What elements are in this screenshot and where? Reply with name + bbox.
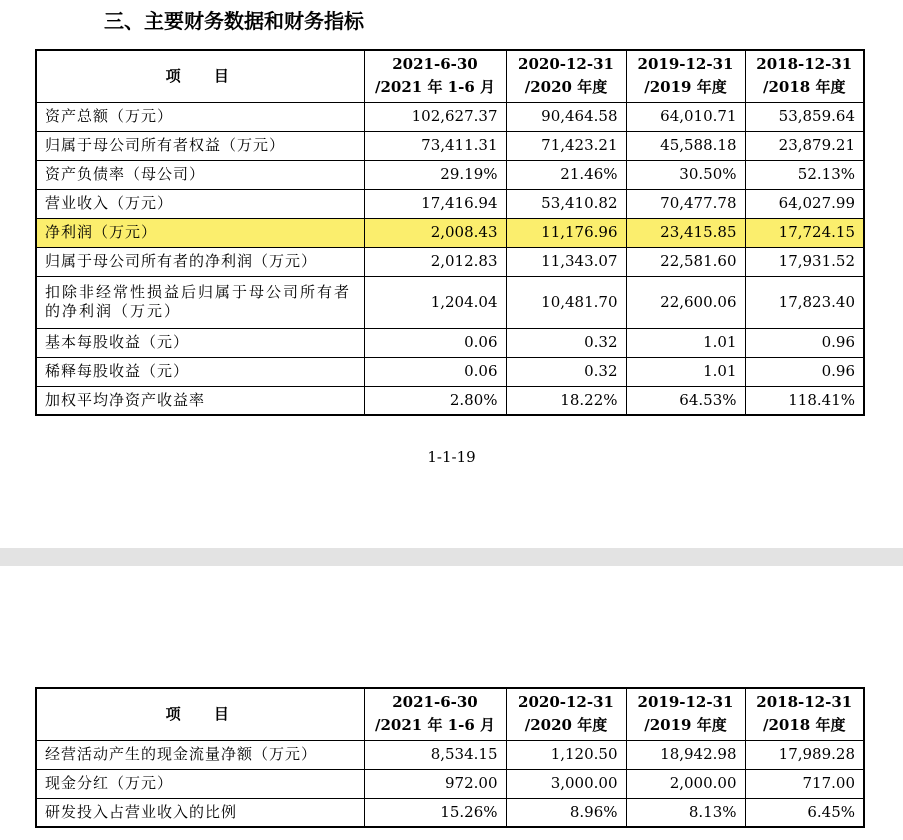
period-date: 2019-12-31 bbox=[637, 693, 734, 712]
period-label: /2018 年度 bbox=[763, 716, 846, 735]
period-label: /2020 年度 bbox=[524, 716, 608, 735]
cell-value: 2,012.83 bbox=[364, 247, 506, 276]
cell-value: 0.96 bbox=[745, 328, 864, 357]
cell-value: 10,481.70 bbox=[506, 276, 626, 328]
cell-value: 64.53% bbox=[626, 386, 745, 415]
period-date: 2018-12-31 bbox=[756, 693, 853, 712]
period-label: /2019 年度 bbox=[644, 78, 727, 97]
cell-value: 1.01 bbox=[626, 357, 745, 386]
column-header-item: 项 目 bbox=[36, 50, 364, 102]
table-row bbox=[36, 798, 864, 827]
column-header-2020 bbox=[506, 50, 626, 102]
cell-value: 972.00 bbox=[364, 769, 506, 798]
column-header-2021h1 bbox=[364, 688, 506, 740]
column-header-2021h1 bbox=[364, 50, 506, 102]
cell-value: 53,859.64 bbox=[745, 102, 864, 131]
period-label: /2021 年 1-6 月 bbox=[375, 716, 495, 735]
cell-value: 73,411.31 bbox=[364, 131, 506, 160]
cell-value: 15.26% bbox=[364, 798, 506, 827]
table-header-row bbox=[36, 50, 864, 102]
cell-value: 17,724.15 bbox=[745, 218, 864, 247]
row-label: 归属于母公司所有者的净利润（万元） bbox=[36, 247, 364, 276]
table-row bbox=[36, 131, 864, 160]
cell-value: 8,534.15 bbox=[364, 740, 506, 769]
cell-value: 23,415.85 bbox=[626, 218, 745, 247]
cell-value: 52.13% bbox=[745, 160, 864, 189]
cell-value: 8.13% bbox=[626, 798, 745, 827]
column-header-2019 bbox=[626, 50, 745, 102]
table-row bbox=[36, 357, 864, 386]
cell-value: 17,823.40 bbox=[745, 276, 864, 328]
cell-value: 1.01 bbox=[626, 328, 745, 357]
row-label: 扣除非经常性损益后归属于母公司所有者的净利润（万元） bbox=[36, 276, 364, 328]
period-date: 2021-6-30 bbox=[392, 693, 478, 712]
cell-value: 53,410.82 bbox=[506, 189, 626, 218]
cell-value: 71,423.21 bbox=[506, 131, 626, 160]
row-label: 净利润（万元） bbox=[36, 218, 364, 247]
cell-value: 90,464.58 bbox=[506, 102, 626, 131]
section-title: 三、主要财务数据和财务指标 bbox=[104, 9, 364, 33]
table-header-row bbox=[36, 688, 864, 740]
row-label: 资产负债率（母公司） bbox=[36, 160, 364, 189]
cell-value: 70,477.78 bbox=[626, 189, 745, 218]
period-date: 2018-12-31 bbox=[756, 55, 853, 74]
row-label: 现金分红（万元） bbox=[36, 769, 364, 798]
cell-value: 29.19% bbox=[364, 160, 506, 189]
cell-value: 45,588.18 bbox=[626, 131, 745, 160]
financial-indicators-table bbox=[35, 49, 865, 416]
cell-value: 21.46% bbox=[506, 160, 626, 189]
period-label: /2021 年 1-6 月 bbox=[375, 78, 495, 97]
cell-value: 0.32 bbox=[506, 357, 626, 386]
cell-value: 6.45% bbox=[745, 798, 864, 827]
row-label: 营业收入（万元） bbox=[36, 189, 364, 218]
cell-value: 17,416.94 bbox=[364, 189, 506, 218]
cell-value: 118.41% bbox=[745, 386, 864, 415]
cell-value: 30.50% bbox=[626, 160, 745, 189]
cell-value: 0.32 bbox=[506, 328, 626, 357]
table-row bbox=[36, 160, 864, 189]
table-row-highlighted bbox=[36, 218, 864, 247]
cell-value: 1,120.50 bbox=[506, 740, 626, 769]
column-header-2018 bbox=[745, 688, 864, 740]
column-header-item: 项 目 bbox=[36, 688, 364, 740]
column-header-2019 bbox=[626, 688, 745, 740]
cell-value: 102,627.37 bbox=[364, 102, 506, 131]
cell-value: 2,008.43 bbox=[364, 218, 506, 247]
table-row bbox=[36, 386, 864, 415]
table-row bbox=[36, 189, 864, 218]
table-row bbox=[36, 740, 864, 769]
period-label: /2018 年度 bbox=[763, 78, 846, 97]
cell-value: 2,000.00 bbox=[626, 769, 745, 798]
cell-value: 0.06 bbox=[364, 357, 506, 386]
period-date: 2019-12-31 bbox=[637, 55, 734, 74]
period-date: 2021-6-30 bbox=[392, 55, 478, 74]
table-row bbox=[36, 102, 864, 131]
column-header-2020 bbox=[506, 688, 626, 740]
cell-value: 22,600.06 bbox=[626, 276, 745, 328]
cell-value: 717.00 bbox=[745, 769, 864, 798]
cell-value: 1,204.04 bbox=[364, 276, 506, 328]
table-row bbox=[36, 769, 864, 798]
period-label: /2020 年度 bbox=[524, 78, 608, 97]
table-row bbox=[36, 276, 864, 328]
table-row bbox=[36, 328, 864, 357]
cell-value: 0.96 bbox=[745, 357, 864, 386]
table-row bbox=[36, 247, 864, 276]
row-label: 研发投入占营业收入的比例 bbox=[36, 798, 364, 827]
column-header-2018 bbox=[745, 50, 864, 102]
period-date: 2020-12-31 bbox=[518, 693, 614, 712]
row-label: 归属于母公司所有者权益（万元） bbox=[36, 131, 364, 160]
cell-value: 3,000.00 bbox=[506, 769, 626, 798]
cell-value: 11,176.96 bbox=[506, 218, 626, 247]
document-page-2 bbox=[0, 566, 903, 840]
period-label: /2019 年度 bbox=[644, 716, 727, 735]
cell-value: 64,010.71 bbox=[626, 102, 745, 131]
cell-value: 2.80% bbox=[364, 386, 506, 415]
page-separator bbox=[0, 548, 903, 566]
row-label: 资产总额（万元） bbox=[36, 102, 364, 131]
cell-value: 18,942.98 bbox=[626, 740, 745, 769]
cell-value: 22,581.60 bbox=[626, 247, 745, 276]
cell-value: 17,989.28 bbox=[745, 740, 864, 769]
period-date: 2020-12-31 bbox=[518, 55, 614, 74]
row-label: 稀释每股收益（元） bbox=[36, 357, 364, 386]
cell-value: 8.96% bbox=[506, 798, 626, 827]
cell-value: 23,879.21 bbox=[745, 131, 864, 160]
cell-value: 0.06 bbox=[364, 328, 506, 357]
cell-value: 17,931.52 bbox=[745, 247, 864, 276]
row-label: 基本每股收益（元） bbox=[36, 328, 364, 357]
financial-indicators-table-continued bbox=[35, 687, 865, 828]
row-label: 经营活动产生的现金流量净额（万元） bbox=[36, 740, 364, 769]
cell-value: 11,343.07 bbox=[506, 247, 626, 276]
row-label: 加权平均净资产收益率 bbox=[36, 386, 364, 415]
cell-value: 64,027.99 bbox=[745, 189, 864, 218]
page-number: 1-1-19 bbox=[427, 448, 476, 466]
cell-value: 18.22% bbox=[506, 386, 626, 415]
